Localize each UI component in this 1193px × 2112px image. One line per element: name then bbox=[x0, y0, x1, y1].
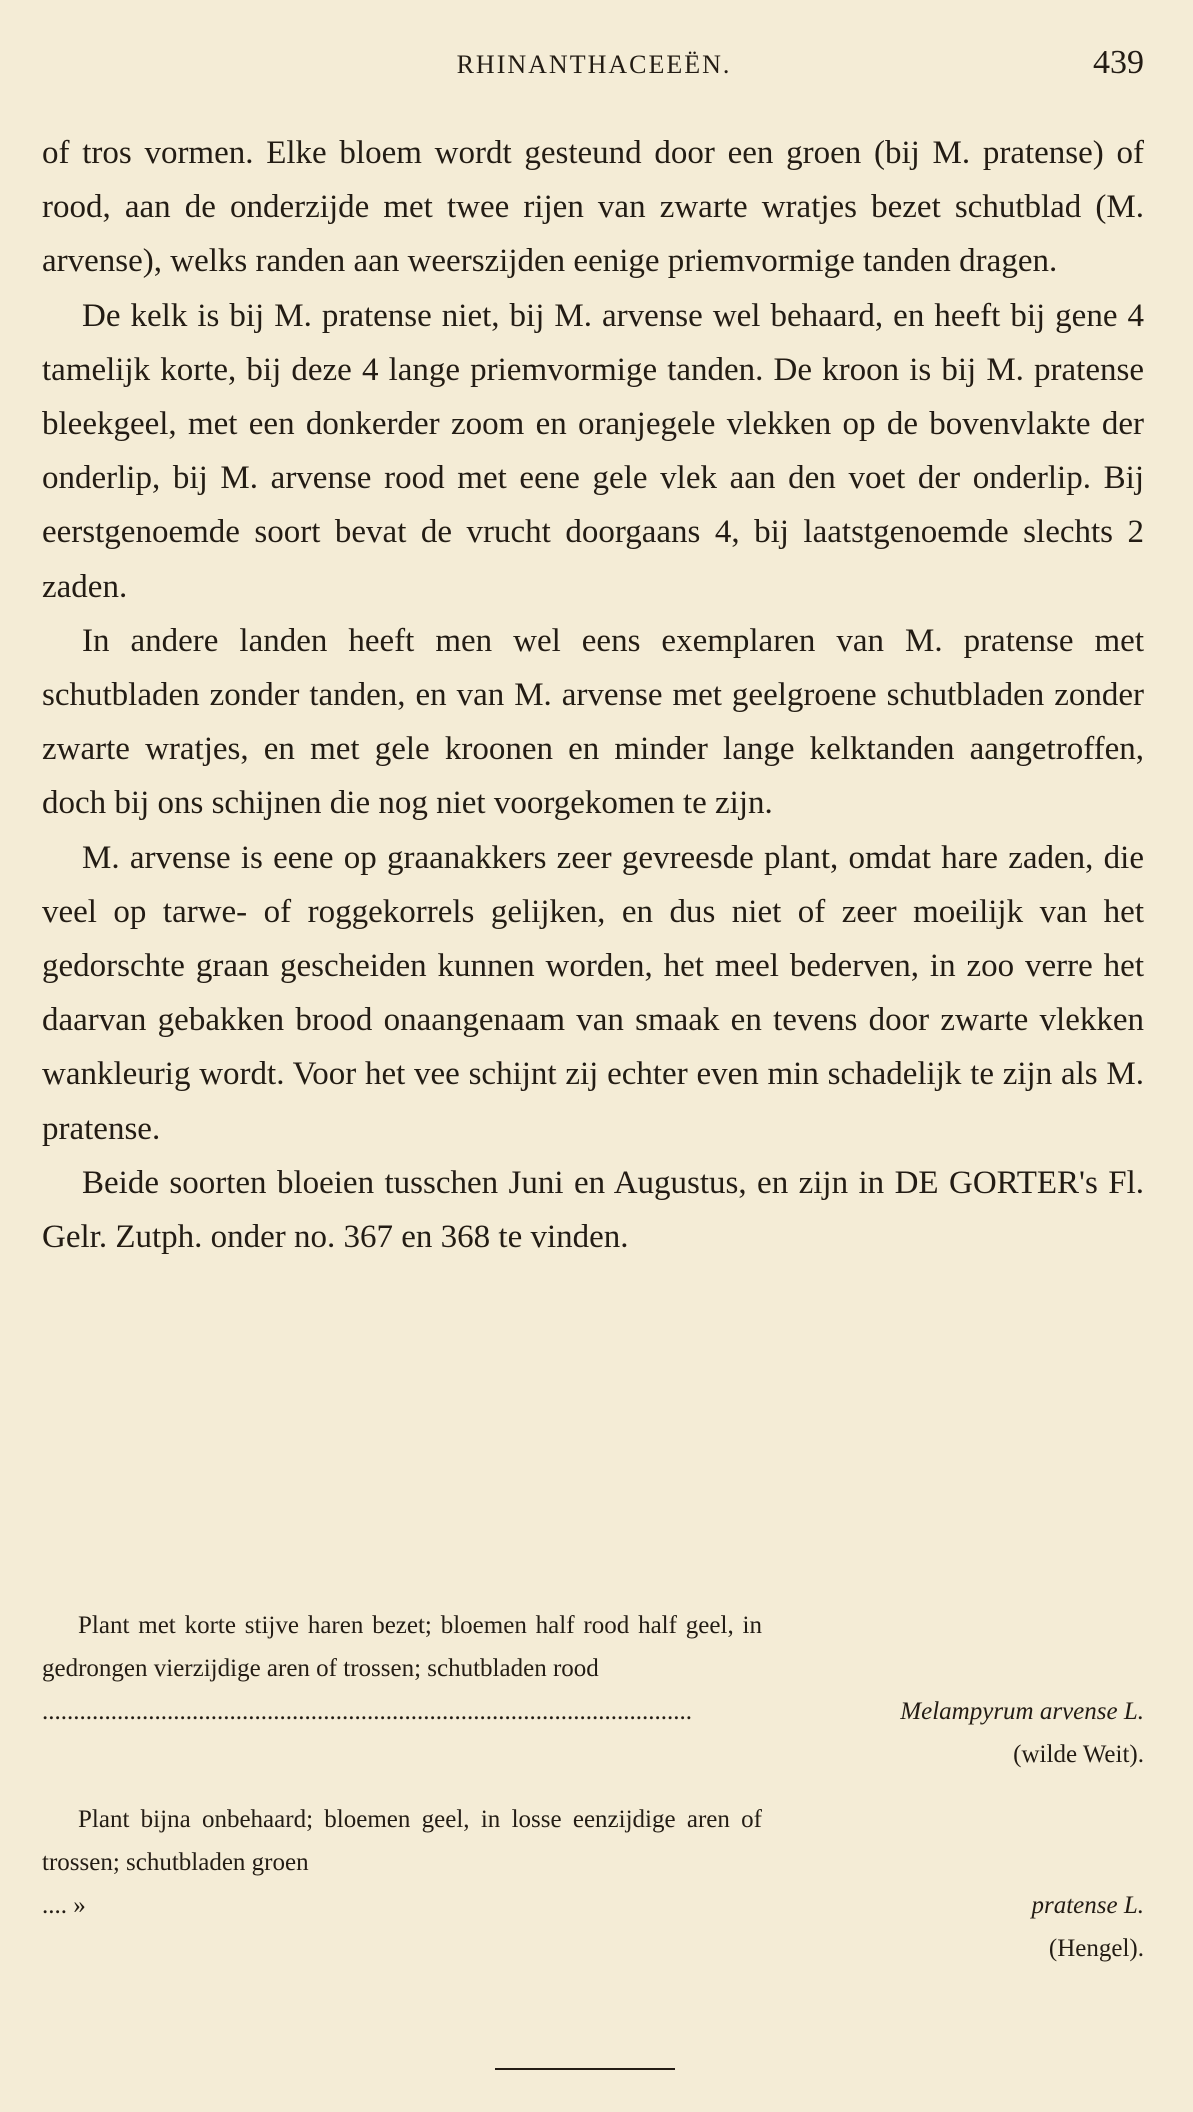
page-number: 439 bbox=[1093, 44, 1144, 81]
key-entry-row bbox=[42, 1798, 1144, 1884]
key-common-name: (wilde Weit). bbox=[1013, 1741, 1144, 1768]
key-description: Plant bijna onbehaard; bloemen geel, in losse eenzijdige aren of trossen; schutbladen groen bbox=[42, 1806, 762, 1876]
paragraph-5: Beide soorten bloeien tusschen Juni en Augustus, en zijn in DE GORTER's Fl. Gelr. Zutph. onder no. 367 en 368 te vinden. bbox=[42, 1164, 1144, 1256]
paragraph-4: M. arvense is eene op graanakkers zeer gevreesde plant, omdat hare zaden, die veel op tarwe- of roggekorrels gelijken, en dus niet of zeer moeilijk van het gedorschte graan gescheiden kunnen worden, het meel bederven, in zoo verre het daarvan gebakken brood onaangenaam van smaak en tevens door zwarte vlekken wankleurig wordt. Voor het vee schijnt zij echter even min schadelijk te zijn als M. pratense. bbox=[42, 839, 1144, 1147]
key-leader-dots: ........................................................................................................ bbox=[42, 1698, 692, 1725]
key-leader-dots: .... » bbox=[42, 1892, 86, 1919]
key-description: Plant met korte stijve haren bezet; bloemen half rood half geel, in gedrongen vierzijdige aren of trossen; schutbladen rood bbox=[42, 1612, 762, 1682]
closing-rule bbox=[495, 2068, 675, 2070]
key-entry-row bbox=[42, 1604, 1144, 1690]
body-text bbox=[42, 126, 1144, 1264]
key-taxon-name: pratense L. bbox=[1031, 1892, 1144, 1919]
key-couplet-arvense bbox=[42, 1604, 1144, 1776]
key-taxon-row bbox=[42, 1690, 1144, 1733]
key-taxon-row bbox=[42, 1884, 1144, 1927]
paragraph-3: In andere landen heeft men wel eens exemplaren van M. pratense met schutbladen zonder tanden, en van M. arvense met geelgroene schutbladen zonder zwarte wratjes, en met gele kroonen en minder lange kelktanden aangetroffen, doch bij ons schijnen die nog niet voorgekomen te zijn. bbox=[42, 622, 1144, 822]
key-common-name: (Hengel). bbox=[1048, 1935, 1144, 1962]
identification-key bbox=[42, 1604, 1144, 1992]
paragraph-2: De kelk is bij M. pratense niet, bij M. arvense wel behaard, en heeft bij gene 4 tamelijk korte, bij deze 4 lange priemvormige tanden. De kroon is bij M. pratense bleekgeel, met een donkerder zoom en oranjegele vlekken op de bovenvlakte der onderlip, bij M. arvense rood met eene gele vlek aan den voet der onderlip. Bij eerstgenoemde soort bevat de vrucht doorgaans 4, bij laatstgenoemde slechts 2 zaden. bbox=[42, 297, 1144, 605]
key-couplet-pratense bbox=[42, 1798, 1144, 1970]
key-taxon-name: Melampyrum arvense L. bbox=[900, 1698, 1144, 1725]
page-header bbox=[44, 44, 1144, 84]
paragraph-1: of tros vormen. Elke bloem wordt gesteund door een groen (bij M. pratense) of rood, aan de onderzijde met twee rijen van zwarte wratjes bezet schutblad (M. arvense), welks randen aan weerszijden eenige priemvormige tanden dragen. bbox=[42, 135, 1144, 280]
running-title: RHINANTHACEEËN. bbox=[456, 50, 732, 79]
